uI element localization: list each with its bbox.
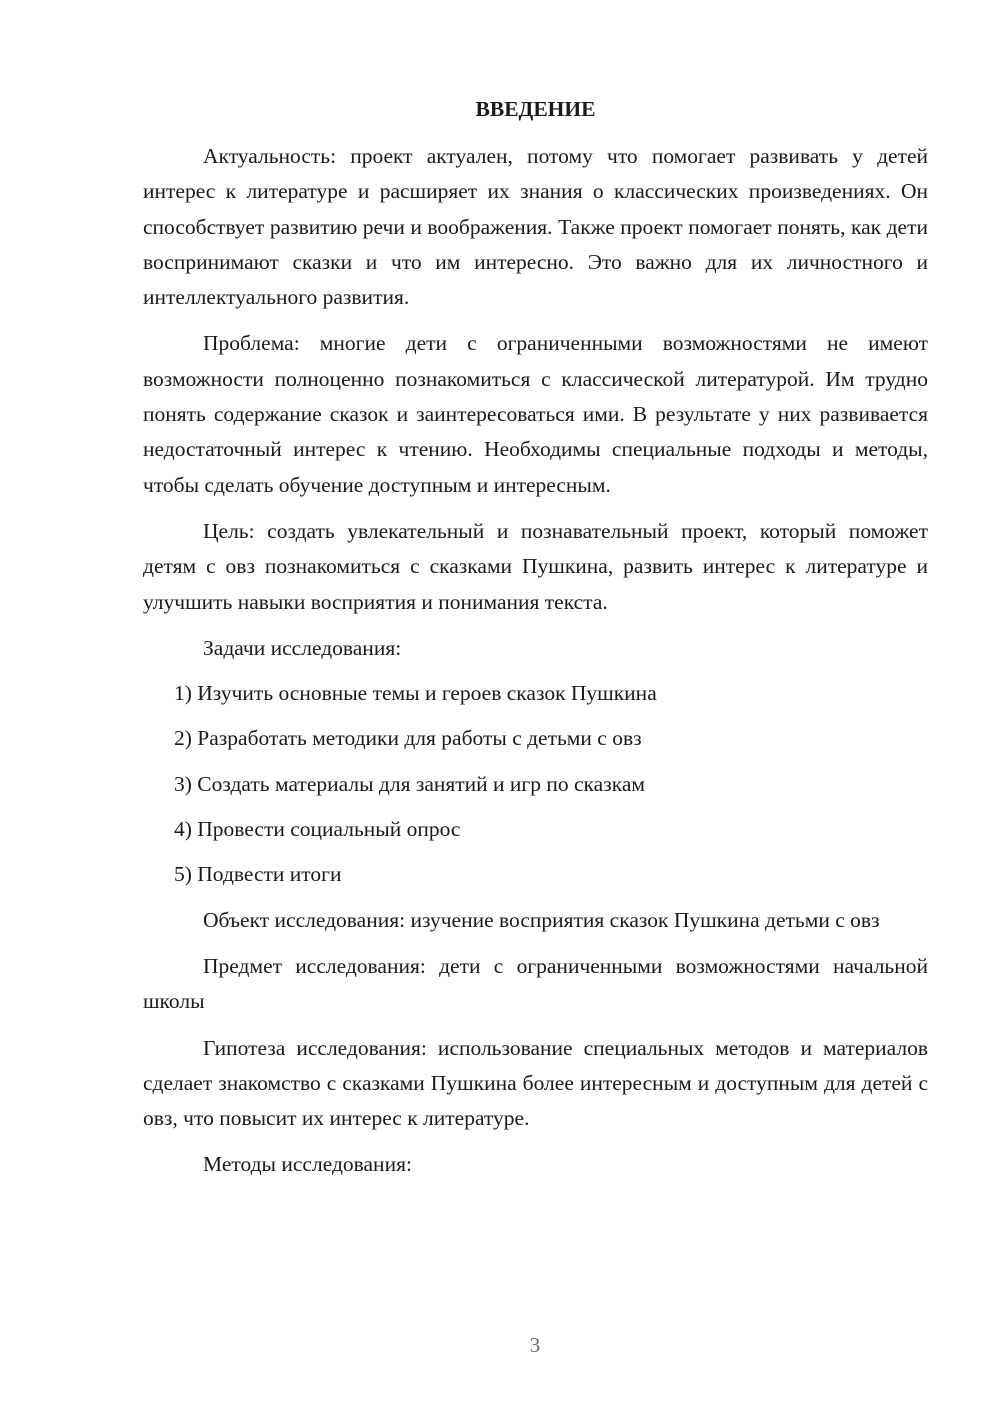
page-number: 3 <box>529 1333 541 1357</box>
paragraph-problem: Проблема: многие дети с ограниченными возможностями не имеют возможности полноценно познакомиться с классической литературой. Им трудно понять содержание сказок и заинтересоваться ими. В результате у них развивается недостаточный интерес к чтению. Необходимы специальные подходы и методы, чтобы сделать обучение доступным и интересным. <box>143 331 928 497</box>
methods-heading: Методы исследования: <box>203 1152 412 1177</box>
tasks-list <box>143 676 928 892</box>
page-content <box>143 92 928 1193</box>
paragraph-subject: Предмет исследования: дети с ограниченными возможностями начальной школы <box>143 953 928 1014</box>
task-item-4: 4) Провести социальный опрос <box>174 817 461 842</box>
paragraph-relevance: Актуальность: проект актуален, потому что помогает развивать у детей интерес к литературе и расширяет их знания о классических произведениях. Он способствует развитию речи и воображения. Также проект помогает понять, как дети воспринимают сказки и что им интересно. Это важно для их личностного и интеллектуального развития. <box>143 144 928 310</box>
task-item-1: 1) Изучить основные темы и героев сказок Пушкина <box>174 681 657 706</box>
section-title: ВВЕДЕНИЕ <box>475 97 596 121</box>
task-item-2: 2) Разработать методики для работы с детьми с овз <box>174 726 642 751</box>
tasks-heading: Задачи исследования: <box>203 635 402 660</box>
task-item-3: 3) Создать материалы для занятий и игр по сказкам <box>174 771 645 796</box>
paragraph-hypothesis: Гипотеза исследования: использование специальных методов и материалов сделает знакомство с сказками Пушкина более интересным и доступным для детей с овз, что повысит их интерес к литературе. <box>143 1035 928 1131</box>
task-item-5: 5) Подвести итоги <box>174 862 342 887</box>
paragraph-object: Объект исследования: изучение восприятия сказок Пушкина детьми с овз <box>203 907 880 932</box>
paragraph-goal: Цель: создать увлекательный и познавательный проект, который поможет детям с овз познакомиться с сказками Пушкина, развить интерес к литературе и улучшить навыки восприятия и понимания текста. <box>143 518 928 614</box>
